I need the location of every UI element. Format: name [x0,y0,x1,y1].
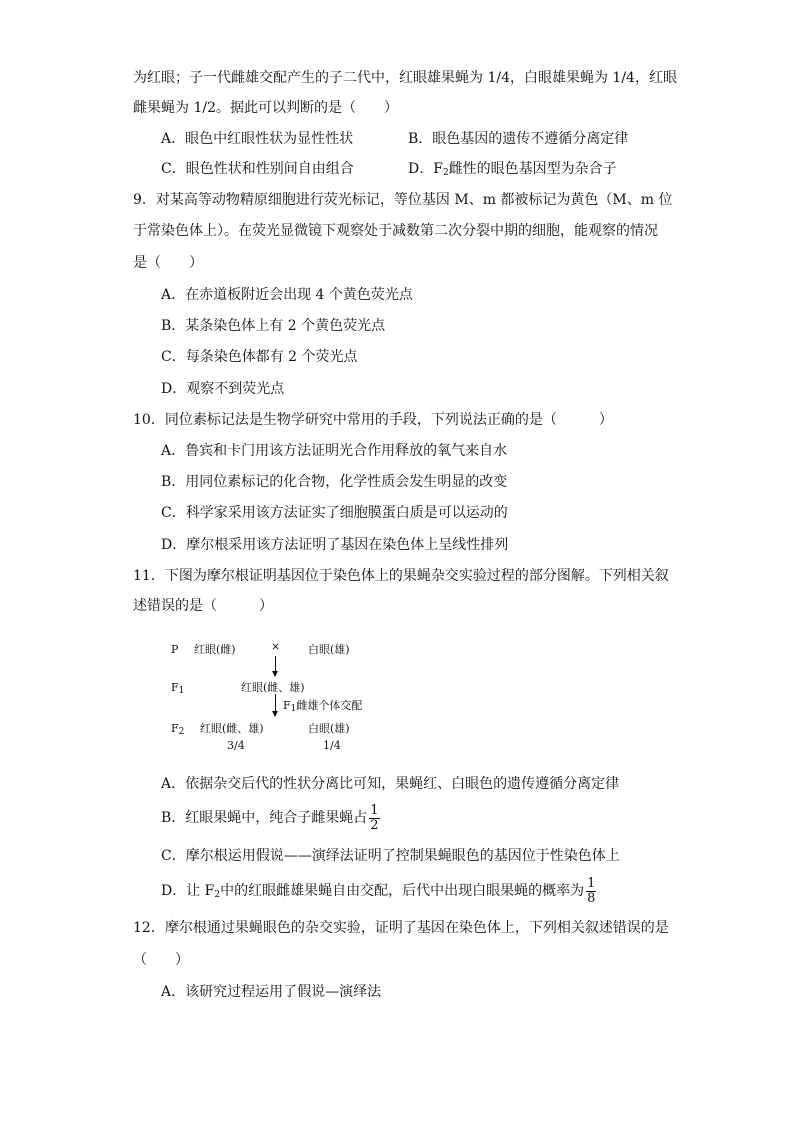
q8-option-d [408,160,617,182]
diagram-f1-cross-note [283,699,362,716]
q11-option-b-fraction [369,804,379,833]
diagram-arrow-p-to-f1 [275,656,276,676]
q11-option-d-rest: 中的红眼雌雄果蝇自由交配，后代中出现白眼果蝇的概率为 [220,883,585,899]
q12-option-a: A．该研究过程运用了假说—演绎法 [161,984,382,1000]
q11-option-d-fraction [586,877,596,906]
q11-option-b [161,801,380,835]
diagram-f1-subscript: 1 [178,686,185,696]
fraction-numerator: 1 [587,875,596,891]
diagram-f2-red-ratio: 3/4 [227,739,245,752]
q11-stem-line1: 11．下图为摩尔根证明基因位于染色体上的果蝇杂交实验过程的部分图解。下列相关叙 [133,568,669,584]
q12-stem-line2: （ ） [133,952,189,968]
q9-option-a: A．在赤道板附近会出现 4 个黄色荧光点 [161,287,413,303]
q8-stem-line2: 雌果蝇为 1/2。据此可以判断的是（ ） [133,100,398,116]
q9-option-c: C．每条染色体都有 2 个荧光点 [161,349,358,365]
diagram-cross-symbol: × [271,640,281,653]
q10-option-b: B．用同位素标记的化合物，化学性质会发生明显的改变 [161,474,508,490]
q9-stem-line1: 9．对某高等动物精原细胞进行荧光标记，等位基因 M、m 都被标记为黄色（M、m 位 [133,192,673,208]
diagram-p-female: 红眼(雌) [194,643,236,656]
diagram-f1-label [171,681,184,698]
fraction-denominator: 8 [587,890,596,906]
diagram-p-label: P [171,643,179,656]
diagram-f2-subscript: 2 [178,727,185,737]
q9-option-b: B．某条染色体上有 2 个黄色荧光点 [161,318,386,334]
q8-option-d-prefix: D．F [408,161,443,177]
diagram-arrow-f1-to-f2 [275,694,276,716]
diagram-f2-letter: F [171,722,179,735]
q9-stem-line3: 是（ ） [133,255,203,271]
diagram-f1-cross-letter: F [283,699,291,712]
q11-option-d [161,874,596,912]
q8-stem-line1: 为红眼；子一代雌雄交配产生的子二代中，红眼雄果蝇为 1/4，白眼雄果蝇为 1/4，红眼 [133,70,677,86]
q8-option-a: A．眼色中红眼性状为显性性状 [161,131,354,147]
diagram-f2-red: 红眼(雌、雄) [200,722,264,735]
q9-option-d: D．观察不到荧光点 [161,381,285,397]
diagram-f2-label [171,722,184,739]
fraction-denominator: 2 [370,817,379,833]
q12-stem-line1: 12．摩尔根通过果蝇眼色的杂交实验，证明了基因在染色体上，下列相关叙述错误的是 [133,920,669,936]
diagram-f1-result: 红眼(雌、雄) [241,681,305,694]
diagram-f1-cross-subscript: 1 [290,704,297,714]
fraction-numerator: 1 [370,802,379,818]
q10-option-a: A．鲁宾和卡门用该方法证明光合作用释放的氧气来自水 [161,443,508,459]
q9-stem-line2: 于常染色体上）。在荧光显微镜下观察处于减数第二次分裂中期的细胞，能观察的情况 [133,223,658,239]
diagram-f1-letter: F [171,681,179,694]
q11-option-b-text: B．红眼果蝇中，纯合子雌果蝇占 [161,810,368,826]
q8-option-b: B．眼色基因的遗传不遵循分离定律 [408,131,629,147]
diagram-f1-cross-text: 雌雄个体交配 [296,699,363,712]
q11-option-d-prefix: D．让 F [161,883,215,899]
q8-option-d-rest: 雌性的眼色基因型为杂合子 [448,161,617,177]
q11-option-d-subscript: 2 [214,890,221,900]
q10-option-c: C．科学家采用该方法证实了细胞膜蛋白质是可以运动的 [161,505,508,521]
q11-option-a: A．依据杂交后代的性状分离比可知，果蝇红、白眼色的遗传遵循分离定律 [161,776,620,792]
q8-option-d-subscript: 2 [442,168,449,178]
q10-option-d: D．摩尔根采用该方法证明了基因在染色体上呈线性排列 [161,537,509,553]
diagram-f2-white: 白眼(雄) [308,722,350,735]
q8-option-c: C．眼色性状和性别间自由组合 [161,161,354,177]
diagram-p-male: 白眼(雄) [308,643,350,656]
q10-stem: 10．同位素标记法是生物学研究中常用的手段，下列说法正确的是（ ） [133,412,613,428]
diagram-f2-white-ratio: 1/4 [323,739,341,752]
q11-stem-line2: 述错误的是（ ） [133,598,273,614]
q11-option-c: C．摩尔根运用假说——演绎法证明了控制果蝇眼色的基因位于性染色体上 [161,848,620,864]
